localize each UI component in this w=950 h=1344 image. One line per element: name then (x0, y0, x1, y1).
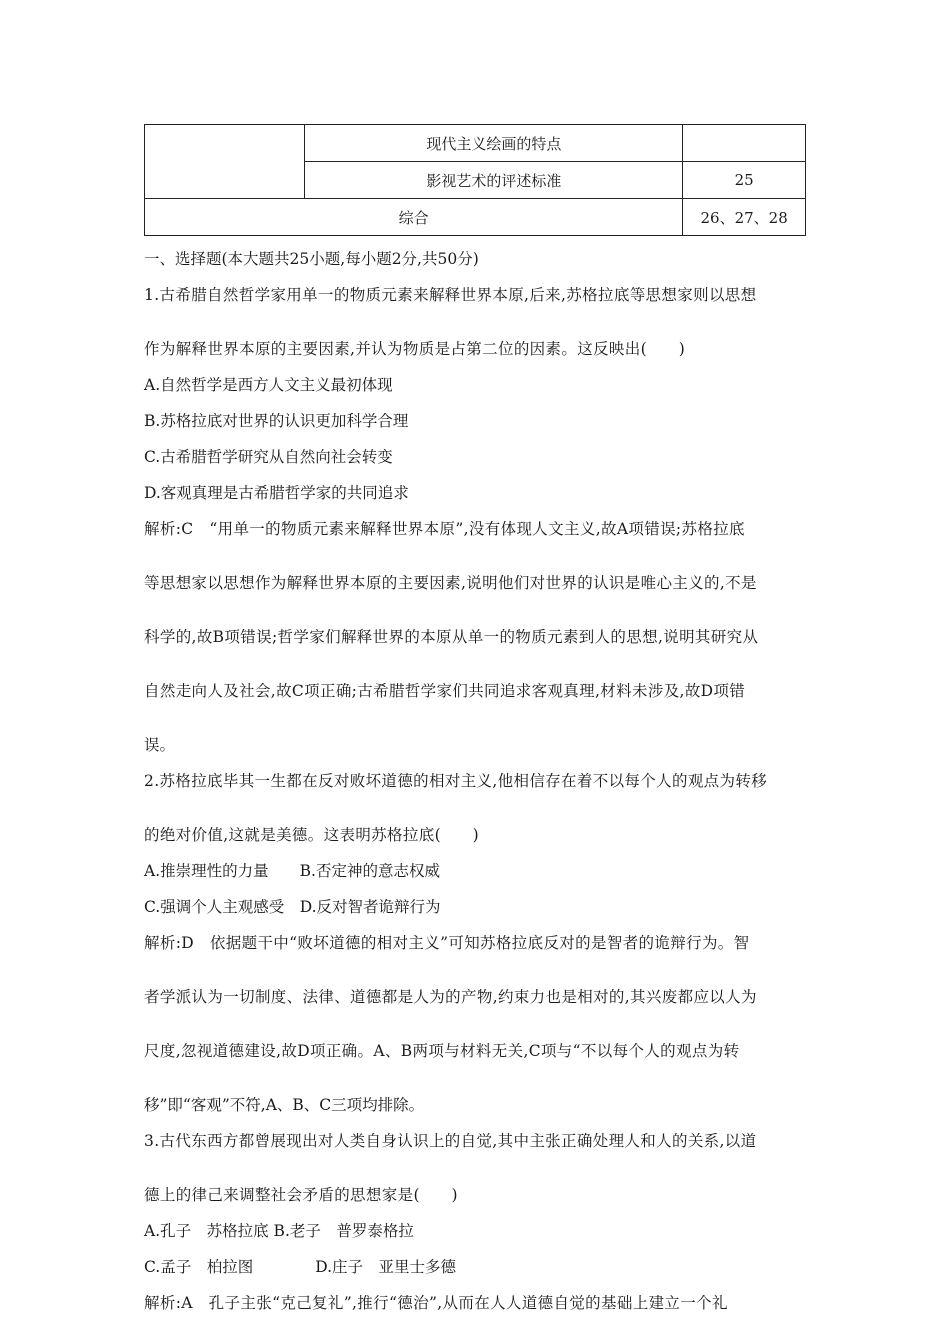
question-3-analysis-line: 解析:A 孔子主张“克己复礼”,推行“德治”,从而在人人道德自觉的基础上建立一个礼 (144, 1294, 728, 1312)
table-row (145, 125, 806, 162)
question-1-option-c: C.古希腊哲学研究从自然向社会转变 (144, 448, 393, 466)
question-3-stem-line: 3.古代东西方都曾展现出对人类自身认识上的自觉,其中主张正确处理人和人的关系,以道 (144, 1132, 757, 1150)
question-3-options-line: A.孔子 苏格拉底 B.老子 普罗泰格拉 (144, 1222, 414, 1240)
question-2-analysis-line: 移”即“客观”不符,A、B、C三项均排除。 (144, 1096, 425, 1114)
question-2-analysis-line: 解析:D 依据题干中“败坏道德的相对主义”可知苏格拉底反对的是智者的诡辩行为。智 (144, 934, 750, 952)
section-heading: 一、选择题(本大题共25小题,每小题2分,共50分) (144, 250, 479, 268)
question-3-stem-line: 德上的律己来调整社会矛盾的思想家是( ) (144, 1186, 458, 1204)
table-cell-empty (145, 125, 305, 199)
question-1-analysis-line: 科学的,故B项错误;哲学家们解释世界的本原从单一的物质元素到人的思想,说明其研究从 (144, 628, 759, 646)
question-1-stem-line: 作为解释世界本原的主要因素,并认为物质是占第二位的因素。这反映出( ) (144, 340, 686, 358)
table-cell-summary-label: 综合 (145, 199, 683, 236)
question-2-options-line: C.强调个人主观感受 D.反对智者诡辩行为 (144, 898, 441, 916)
table-cell-summary-items: 26、27、28 (683, 199, 806, 236)
question-1-option-d: D.客观真理是古希腊哲学家的共同追求 (144, 484, 409, 502)
question-3-options-line: C.孟子 柏拉图 D.庄子 亚里士多德 (144, 1258, 457, 1276)
question-2-analysis-line: 者学派认为一切制度、法律、道德都是人为的产物,约束力也是相对的,其兴废都应以人为 (144, 988, 757, 1006)
question-1-analysis-line: 等思想家以思想作为解释世界本原的主要因素,说明他们对世界的认识是唯心主义的,不是 (144, 574, 757, 592)
table-row (145, 199, 806, 236)
table-cell-topic: 现代主义绘画的特点 (305, 125, 683, 162)
question-2-analysis-line: 尺度,忽视道德建设,故D项正确。A、B两项与材料无关,C项与“不以每个人的观点为转 (144, 1042, 740, 1060)
table-cell-items (683, 125, 806, 162)
question-1-analysis-line: 解析:C “用单一的物质元素来解释世界本原”,没有体现人文主义,故A项错误;苏格拉底 (144, 520, 745, 538)
table-cell-topic: 影视艺术的评述标准 (305, 162, 683, 199)
question-2-stem-line: 2.苏格拉底毕其一生都在反对败坏道德的相对主义,他相信存在着不以每个人的观点为转移 (144, 772, 768, 790)
knowledge-point-table (144, 124, 806, 236)
question-content (144, 241, 808, 1321)
question-1-option-a: A.自然哲学是西方人文主义最初体现 (144, 376, 393, 394)
question-1-analysis-line: 自然走向人及社会,故C项正确;古希腊哲学家们共同追求客观真理,材料未涉及,故D项错 (144, 682, 746, 700)
question-2-options-line: A.推崇理性的力量 B.否定神的意志权威 (144, 862, 440, 880)
question-2-stem-line: 的绝对价值,这就是美德。这表明苏格拉底( ) (144, 826, 480, 844)
question-1-analysis-line: 误。 (144, 736, 176, 754)
table-cell-items: 25 (683, 162, 806, 199)
question-1-stem-line: 1.古希腊自然哲学家用单一的物质元素来解释世界本原,后来,苏格拉底等思想家则以思想 (144, 286, 757, 304)
question-1-option-b: B.苏格拉底对世界的认识更加科学合理 (144, 412, 409, 430)
